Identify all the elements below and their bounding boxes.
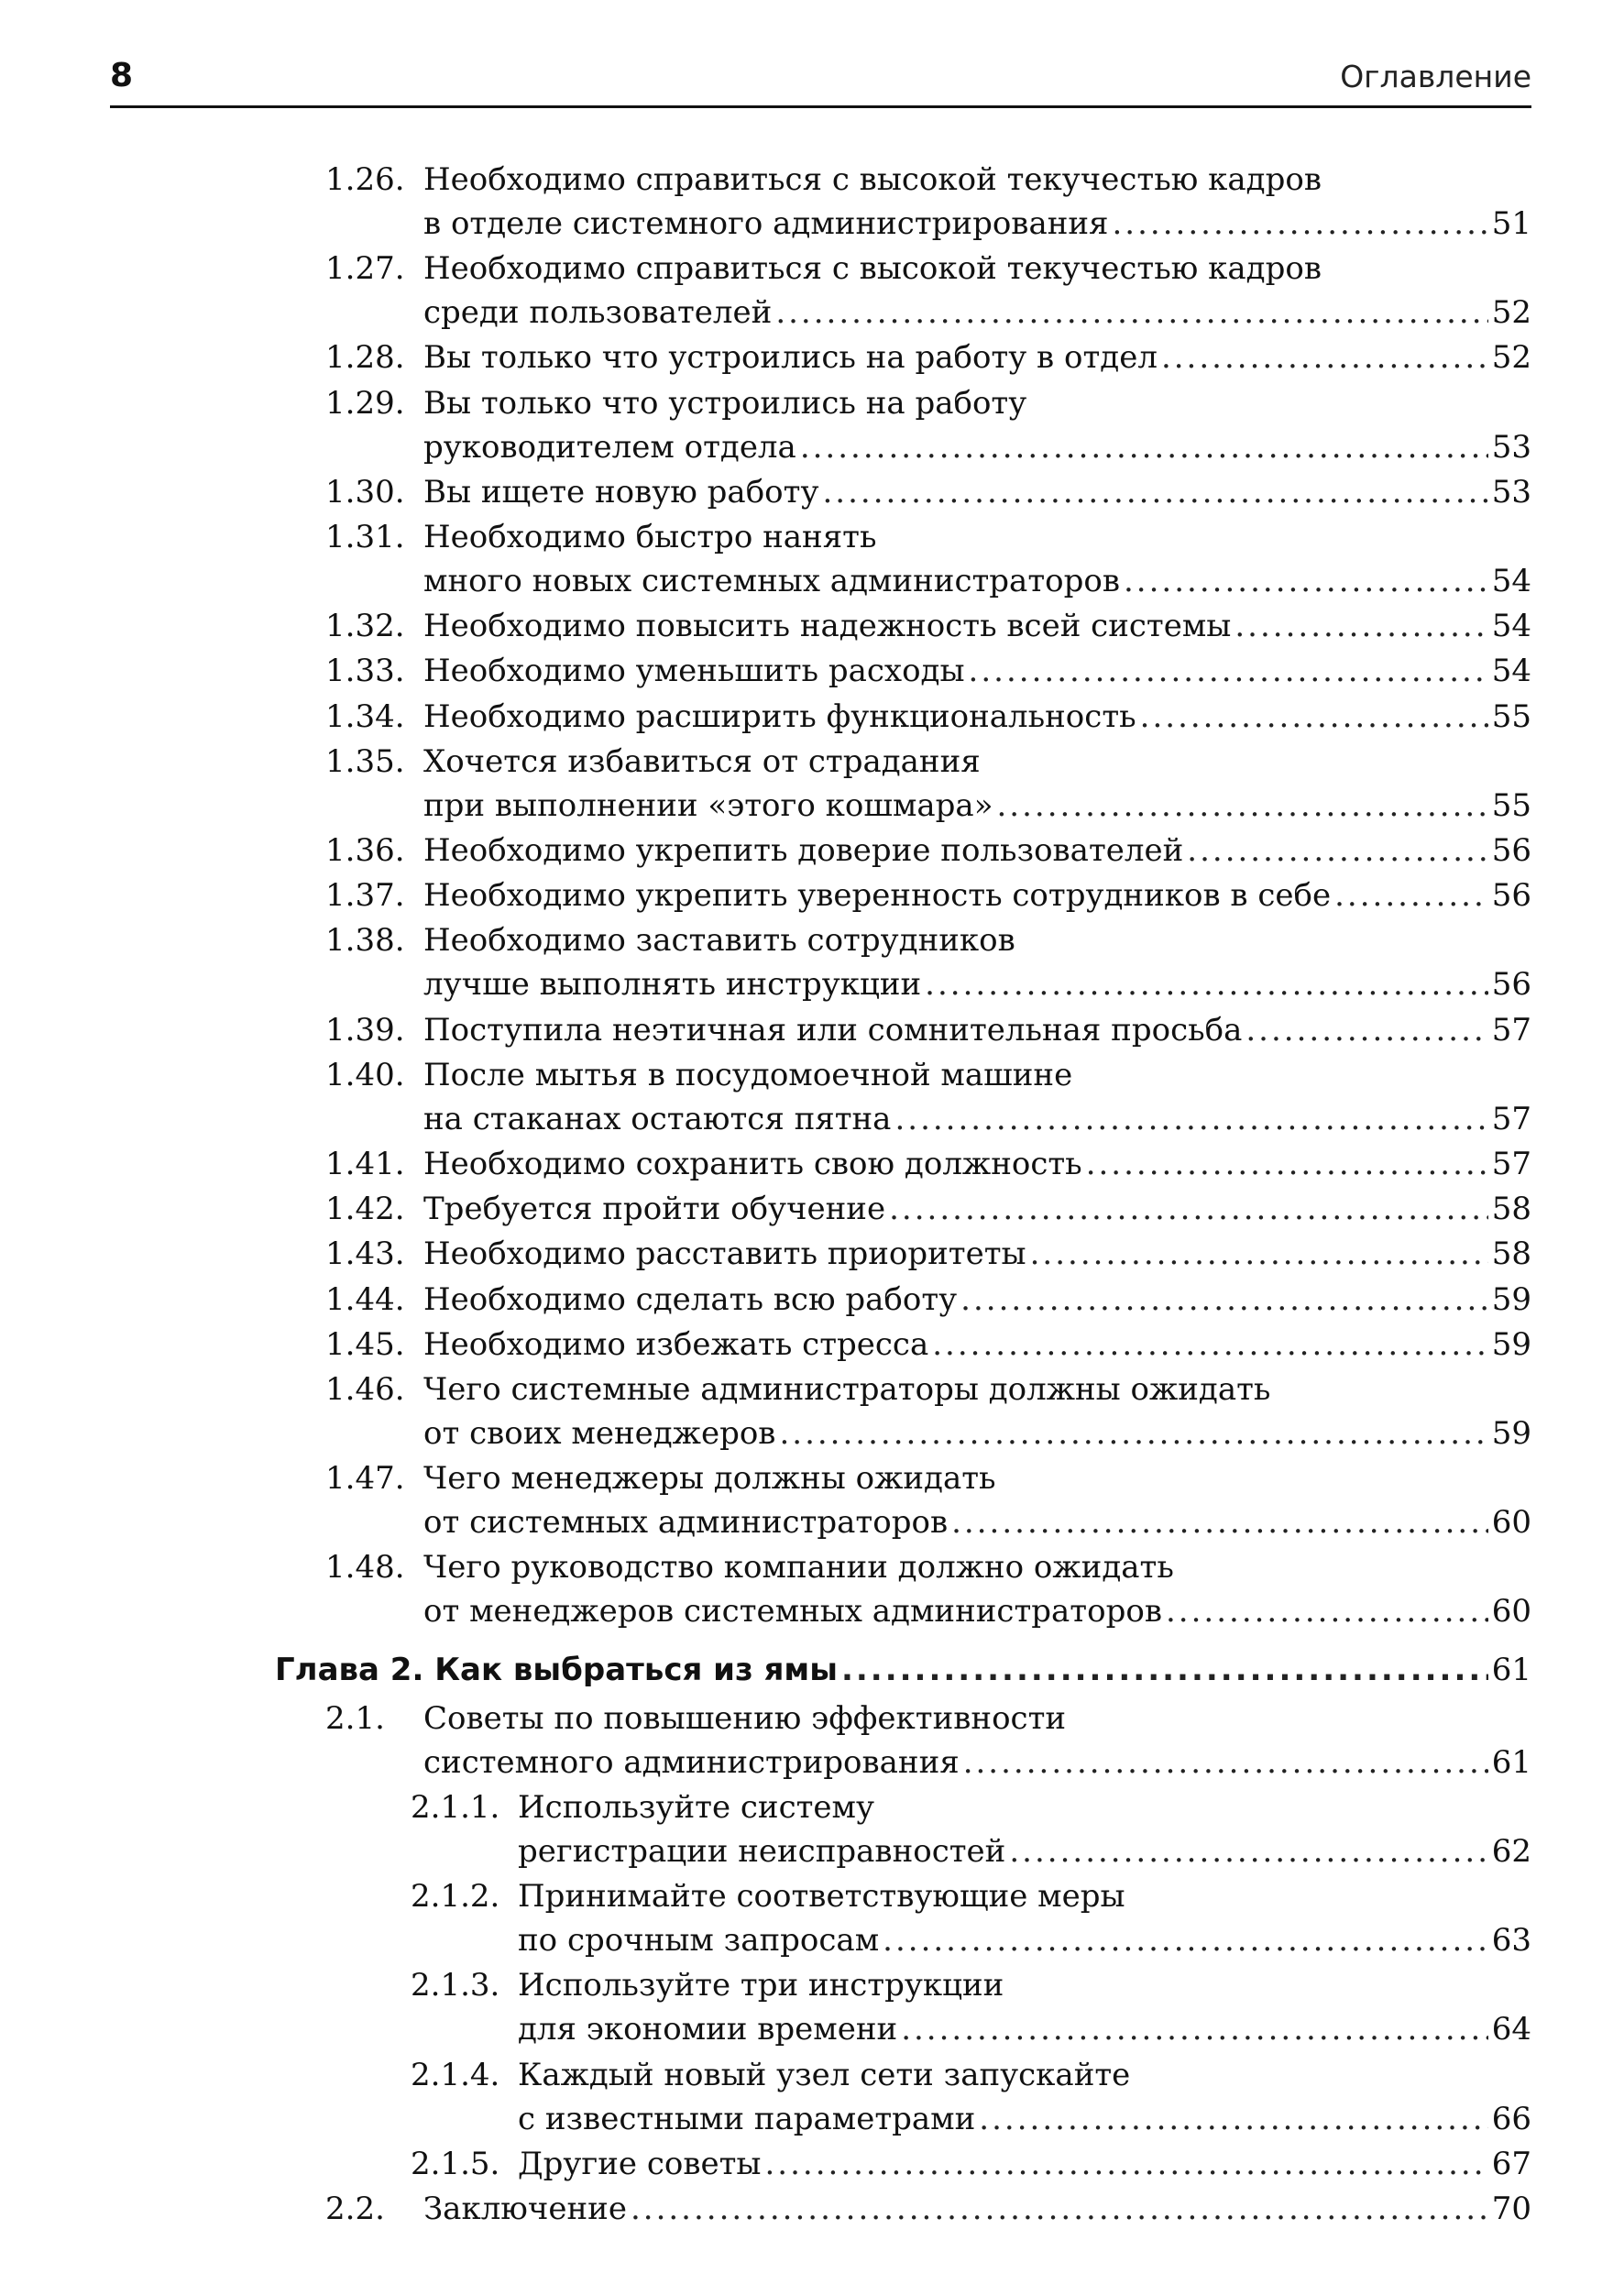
toc-entry-number: 1.42. — [325, 1191, 405, 1228]
dot-leader — [901, 2007, 1488, 2051]
toc-entry-title: Необходимо сохранить свою должность — [423, 1146, 1082, 1182]
toc-entry-title: Другие советы — [518, 2145, 762, 2182]
dot-leader — [1086, 1142, 1488, 1186]
toc-entry-number: 1.27. — [325, 250, 405, 288]
dot-leader — [841, 1648, 1488, 1692]
toc-entry-title: Необходимо укрепить доверие пользователей — [423, 832, 1184, 869]
toc-page-number: 64 — [1491, 2011, 1531, 2048]
toc-entry-number: 1.44. — [325, 1280, 405, 1318]
toc-entry-leader-row — [423, 1008, 1531, 1052]
toc-entry-title: Каждый новый узел сети запускайте — [518, 2056, 1131, 2093]
toc-entry-number: 1.46. — [325, 1371, 405, 1408]
toc-entry-leader-row — [518, 2097, 1531, 2141]
toc-entry-title: лучше выполнять инструкции — [423, 966, 922, 1004]
toc-page-number: 54 — [1491, 608, 1531, 645]
toc-page-number: 55 — [1491, 697, 1531, 735]
toc-entry-title: Поступила неэтичная или сомнительная просьба — [423, 1011, 1243, 1049]
dot-leader — [951, 1500, 1488, 1544]
toc-entry-number: 1.30. — [325, 473, 405, 511]
toc-entry-leader-row — [423, 784, 1531, 828]
toc-entry-leader-row — [423, 291, 1531, 335]
toc-entry-title: Необходимо избежать стресса — [423, 1325, 929, 1363]
toc-entry-leader-row — [423, 425, 1531, 469]
toc-page-number: 60 — [1491, 1593, 1531, 1631]
dot-leader — [1187, 829, 1487, 873]
toc-page-number: 60 — [1491, 1504, 1531, 1542]
dot-leader — [1113, 202, 1488, 246]
toc-entry-title: Советы по повышению эффективности — [423, 1699, 1067, 1737]
dot-leader — [883, 1918, 1488, 1962]
dot-leader — [764, 2142, 1487, 2186]
toc-page-number: 58 — [1491, 1235, 1531, 1273]
toc-entry-title: от своих менеджеров — [423, 1415, 776, 1452]
toc-entry-leader-row — [423, 335, 1531, 379]
toc-entry-title: Необходимо быстро нанять — [423, 519, 877, 555]
dot-leader — [1245, 1008, 1487, 1052]
toc-entry-number: 1.47. — [325, 1460, 405, 1498]
toc-entry-title: на стаканах остаются пятна — [423, 1100, 892, 1137]
toc-entry-title: Чего руководство компании должно ожидать — [423, 1549, 1174, 1587]
toc-entry-title: Вы только что устроились на работу в отдел — [423, 339, 1158, 377]
toc-entry-number: 2.1.1. — [411, 1789, 500, 1826]
toc-entry-title: в отделе системного администрирования — [423, 205, 1109, 242]
dot-leader — [979, 2097, 1487, 2141]
toc-entry-leader-row — [275, 1648, 1531, 1692]
toc-entry-number: 1.34. — [325, 697, 405, 735]
toc-page-number: 66 — [1491, 2100, 1531, 2137]
toc-page-number: 58 — [1491, 1191, 1531, 1228]
toc-entry-leader-row — [423, 873, 1531, 917]
toc-entry-title: по срочным запросам — [518, 1922, 880, 1960]
dot-leader — [1234, 604, 1487, 648]
toc-entry-title: Чего менеджеры должны ожидать — [423, 1460, 996, 1498]
toc-entry-number: 2.1.5. — [411, 2145, 500, 2182]
toc-page-number: 56 — [1491, 832, 1531, 869]
toc-entry-leader-row — [423, 1187, 1531, 1231]
page-number: 8 — [110, 57, 134, 94]
toc-entry-leader-row — [423, 1323, 1531, 1367]
toc-entry-title: Необходимо справиться с высокой текучестью кадров — [423, 250, 1322, 288]
toc-entry-title: Необходимо сделать всю работу — [423, 1280, 958, 1318]
toc-entry-title: Принимайте соответствующие меры — [518, 1878, 1125, 1916]
toc-entry-title: Заключение — [423, 2191, 627, 2227]
toc-page-number: 67 — [1491, 2145, 1531, 2182]
dot-leader — [800, 425, 1488, 469]
toc-page-number: 61 — [1491, 1651, 1531, 1688]
dot-leader — [1140, 695, 1488, 739]
toc-entry-leader-row — [423, 559, 1531, 603]
toc-entry-title: среди пользователей — [423, 294, 773, 332]
toc-page-number: 57 — [1491, 1100, 1531, 1137]
toc-page-number: 63 — [1491, 1922, 1531, 1960]
toc-entry-number: 1.45. — [325, 1325, 405, 1363]
toc-entry-number: 2.1.2. — [411, 1878, 500, 1916]
toc-entry-number: 2.1.3. — [411, 1967, 500, 2004]
toc-entry-title: для экономии времени — [518, 2011, 898, 2048]
toc-entry-number: 1.33. — [325, 653, 405, 690]
dot-leader — [779, 1411, 1487, 1455]
toc-page-number: 59 — [1491, 1280, 1531, 1318]
toc-entry-leader-row — [423, 1278, 1531, 1322]
toc-entry-title: с известными параметрами — [518, 2100, 976, 2137]
toc-entry-title: Необходимо расставить приоритеты — [423, 1235, 1026, 1273]
dot-leader — [1161, 335, 1488, 379]
toc-entry-title: Глава 2. Как выбраться из ямы — [275, 1651, 838, 1688]
toc-entry-leader-row — [518, 2142, 1531, 2186]
toc-page-number: 57 — [1491, 1146, 1531, 1182]
dot-leader — [775, 291, 1487, 335]
toc-entry-number: 2.2. — [325, 2191, 385, 2227]
toc-entry-number: 1.39. — [325, 1011, 405, 1049]
toc-entry-title: при выполнении «этого кошмара» — [423, 786, 993, 824]
dot-leader — [894, 1097, 1487, 1141]
dot-leader — [969, 649, 1488, 693]
dot-leader — [1334, 873, 1488, 917]
toc-entry-leader-row — [423, 649, 1531, 693]
toc-entry-leader-row — [423, 1500, 1531, 1544]
toc-entry-title: от менеджеров системных администраторов — [423, 1593, 1162, 1631]
dot-leader — [1124, 559, 1488, 603]
toc-entry-leader-row — [423, 1142, 1531, 1186]
dot-leader — [1166, 1589, 1488, 1633]
toc-entry-title: Необходимо расширить функциональность — [423, 697, 1136, 735]
toc-page-number: 52 — [1491, 339, 1531, 377]
toc-entry-number: 1.29. — [325, 384, 405, 422]
toc-page-number: 51 — [1491, 205, 1531, 242]
toc-entry-leader-row — [423, 1097, 1531, 1141]
toc-entry-title: системного администрирования — [423, 1743, 960, 1781]
toc-entry-number: 1.40. — [325, 1056, 405, 1093]
toc-entry-number: 1.37. — [325, 877, 405, 915]
dot-leader — [960, 1278, 1488, 1322]
toc-entry-number: 1.43. — [325, 1235, 405, 1273]
toc-entry-title: Используйте три инструкции — [518, 1967, 1004, 2004]
toc-page-number: 53 — [1491, 473, 1531, 511]
toc-entry-leader-row — [423, 470, 1531, 514]
toc-entry-title: руководителем отдела — [423, 428, 796, 466]
dot-leader — [889, 1187, 1488, 1231]
toc-entry-title: Чего системные администраторы должны ожидать — [423, 1371, 1271, 1408]
dot-leader — [1030, 1232, 1488, 1276]
toc-entry-number: 1.36. — [325, 832, 405, 869]
toc-page-number: 59 — [1491, 1325, 1531, 1363]
dot-leader — [1009, 1829, 1487, 1873]
toc-entry-leader-row — [518, 1829, 1531, 1873]
toc-entry-title: Необходимо заставить сотрудников — [423, 922, 1015, 960]
toc-entry-title: После мытья в посудомоечной машине — [423, 1056, 1073, 1093]
toc-entry-leader-row — [518, 1918, 1531, 1962]
toc-entry-leader-row — [423, 202, 1531, 246]
toc-entry-title: Необходимо повысить надежность всей системы — [423, 608, 1232, 645]
toc-page-number: 56 — [1491, 966, 1531, 1004]
toc-entry-leader-row — [423, 962, 1531, 1006]
dot-leader — [631, 2187, 1488, 2231]
toc-page-number: 59 — [1491, 1415, 1531, 1452]
toc-entry-title: Вы только что устроились на работу — [423, 384, 1027, 422]
toc-entry-leader-row — [423, 2187, 1531, 2231]
dot-leader — [932, 1323, 1487, 1367]
page-header — [110, 57, 1531, 108]
toc-entry-number: 1.31. — [325, 519, 405, 555]
toc-page-number: 53 — [1491, 428, 1531, 466]
toc-entry-number: 1.28. — [325, 339, 405, 377]
toc-entry-number: 1.35. — [325, 742, 405, 780]
toc-entry-number: 1.41. — [325, 1146, 405, 1182]
toc-entry-title: много новых системных администраторов — [423, 563, 1120, 599]
toc-page-number: 61 — [1491, 1743, 1531, 1781]
toc-page-number: 70 — [1491, 2191, 1531, 2227]
toc-page-number: 54 — [1491, 653, 1531, 690]
toc-entry-number: 1.48. — [325, 1549, 405, 1587]
toc-entry-title: Требуется пройти обучение — [423, 1191, 886, 1228]
toc-entry-title: Необходимо укрепить уверенность сотрудников в себе — [423, 877, 1332, 915]
toc-entry-title: Необходимо уменьшить расходы — [423, 653, 965, 690]
dot-leader — [822, 470, 1487, 514]
toc-entry-leader-row — [518, 2007, 1531, 2051]
toc-entry-number: 2.1.4. — [411, 2056, 500, 2093]
toc-entry-leader-row — [423, 829, 1531, 873]
dot-leader — [925, 962, 1488, 1006]
toc-page-number: 55 — [1491, 786, 1531, 824]
dot-leader — [997, 784, 1488, 828]
toc-entry-leader-row — [423, 1411, 1531, 1455]
toc-entry-leader-row — [423, 1589, 1531, 1633]
toc-page-number: 52 — [1491, 294, 1531, 332]
running-title: Оглавление — [1340, 59, 1531, 94]
toc-page-number: 54 — [1491, 563, 1531, 599]
toc-page-number: 56 — [1491, 877, 1531, 915]
toc-entry-title: от системных администраторов — [423, 1504, 949, 1542]
toc-page-number: 57 — [1491, 1011, 1531, 1049]
toc-entry-title: Хочется избавиться от страдания — [423, 742, 981, 780]
toc-entry-title: Вы ищете новую работу — [423, 473, 819, 511]
toc-entry-leader-row — [423, 1740, 1531, 1784]
toc-entry-number: 2.1. — [325, 1699, 385, 1737]
toc-entry-number: 1.26. — [325, 161, 405, 198]
toc-page-number: 62 — [1491, 1833, 1531, 1870]
toc-entry-title: Необходимо справиться с высокой текучестью кадров — [423, 161, 1322, 198]
toc-entry-number: 1.38. — [325, 922, 405, 960]
toc-entry-title: Используйте систему — [518, 1789, 875, 1826]
toc-entry-title: регистрации неисправностей — [518, 1833, 1006, 1870]
toc-entry-leader-row — [423, 695, 1531, 739]
toc-entry-leader-row — [423, 1232, 1531, 1276]
toc-entry-leader-row — [423, 604, 1531, 648]
dot-leader — [963, 1740, 1488, 1784]
toc-entry-number: 1.32. — [325, 608, 405, 645]
